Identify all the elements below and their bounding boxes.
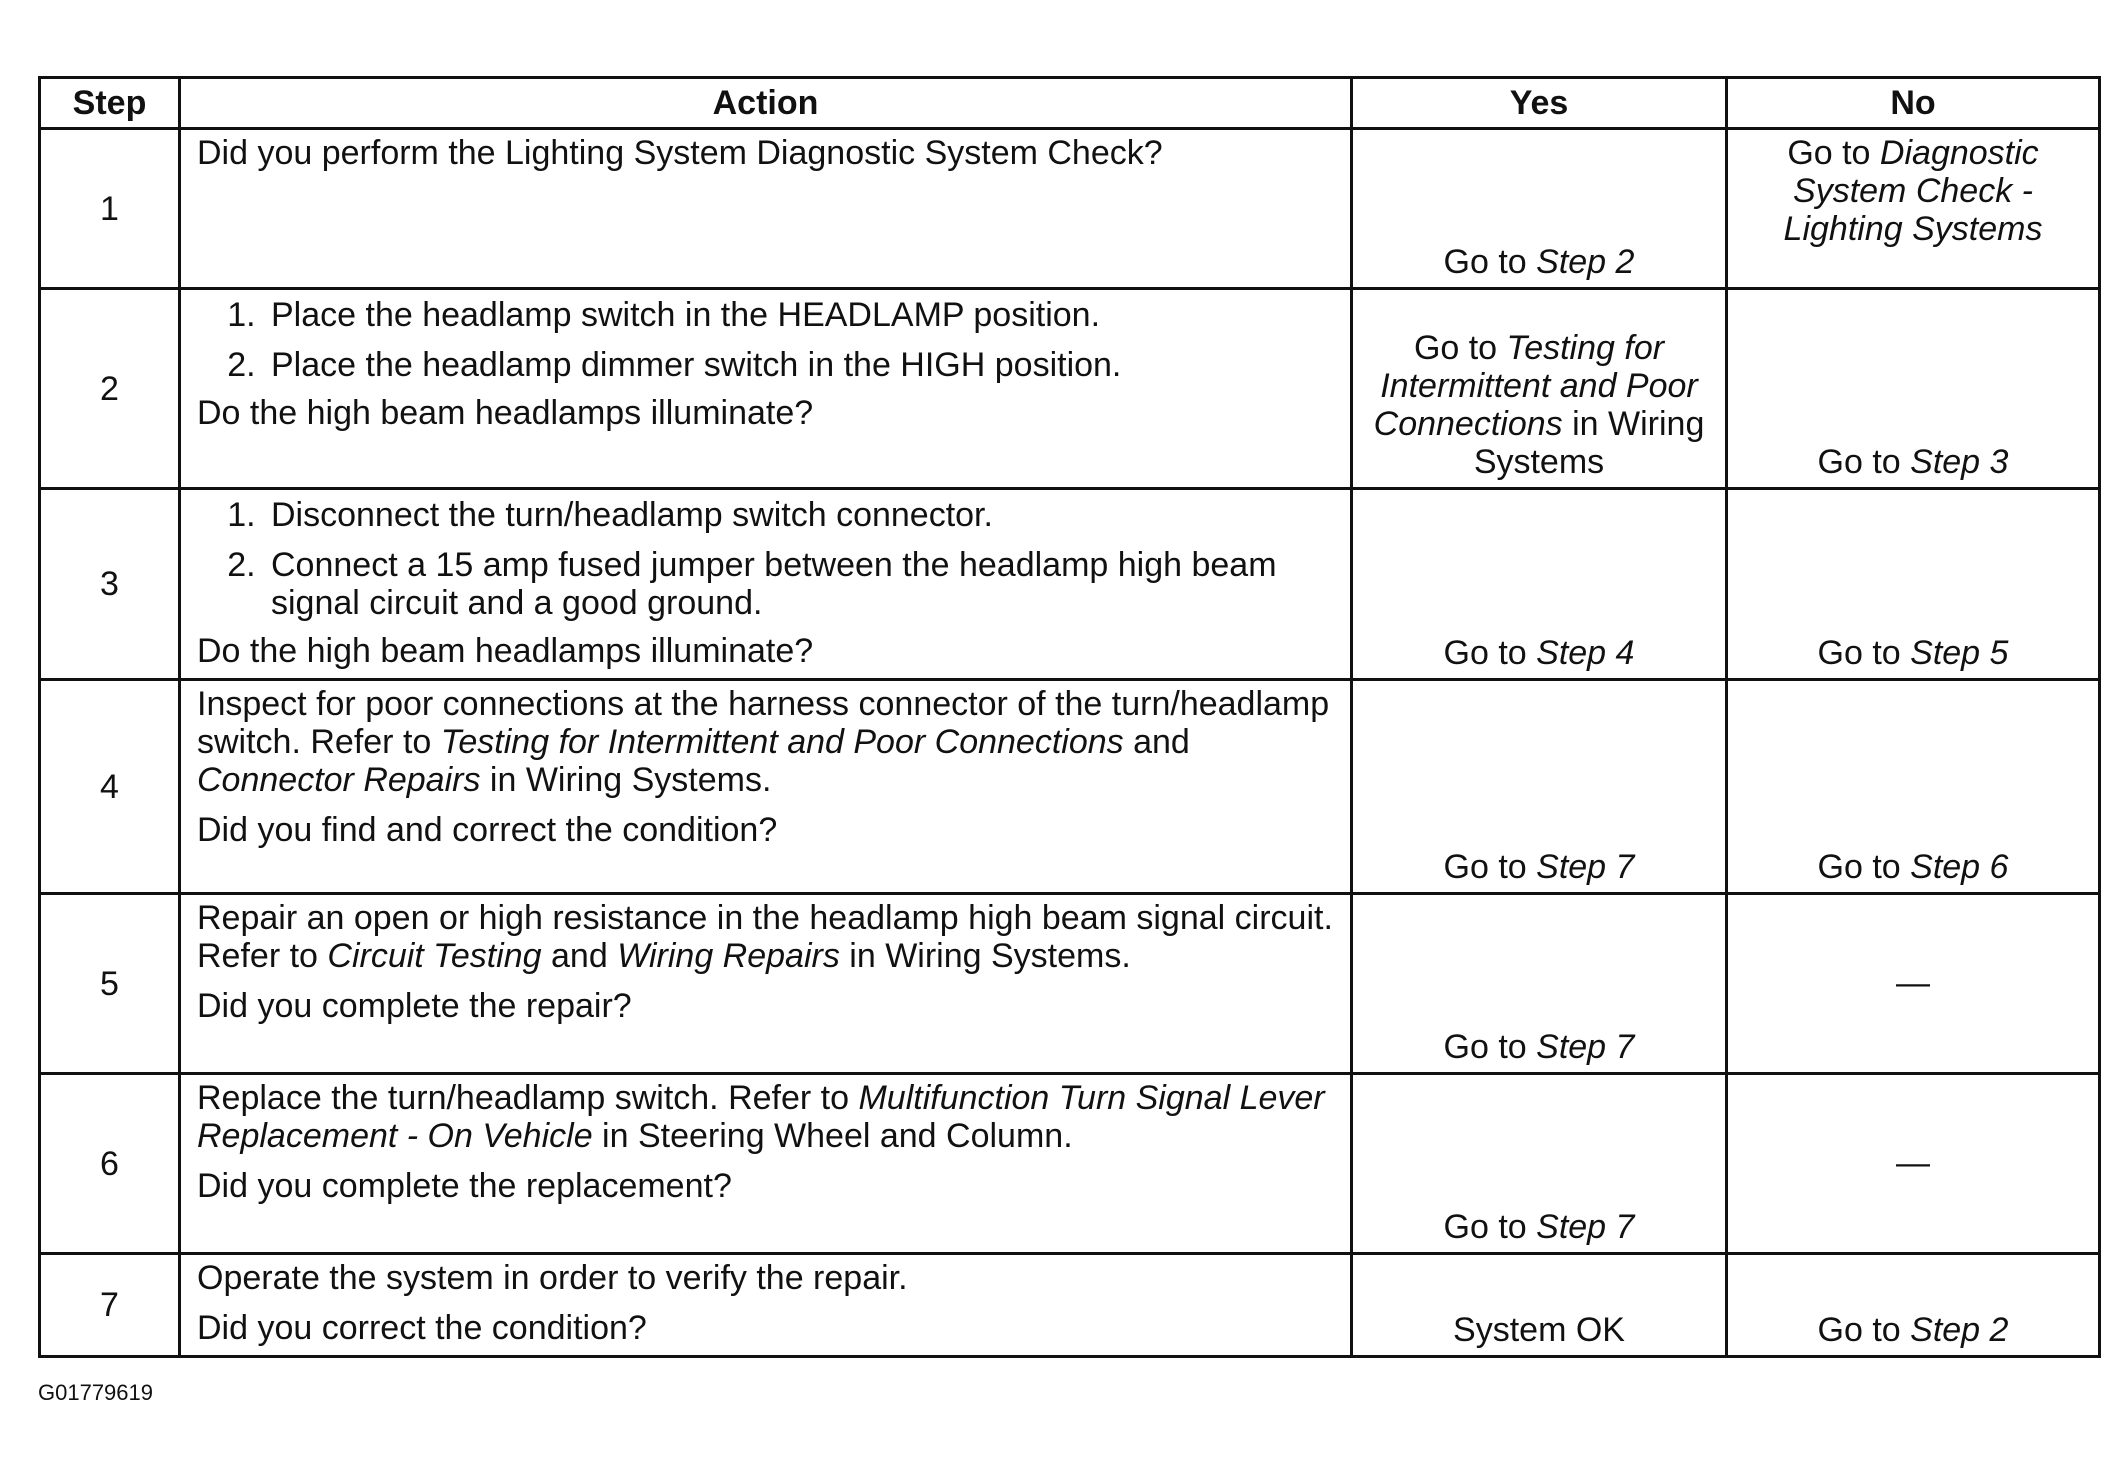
action-question: Did you find and correct the condition? <box>197 811 778 849</box>
table-row <box>40 289 2100 489</box>
header-row <box>40 78 2100 129</box>
step-number: 6 <box>40 1074 180 1254</box>
yes-cell <box>1352 489 1727 680</box>
diagnostic-table <box>38 76 2101 1358</box>
action-question: Do the high beam headlamps illuminate? <box>197 632 814 670</box>
header-yes: Yes <box>1352 78 1727 129</box>
yes-prefix: Go to <box>1443 634 1537 672</box>
step-number: 7 <box>40 1254 180 1357</box>
action-cell <box>180 894 1352 1074</box>
action-cell <box>180 289 1352 489</box>
no-cell <box>1727 489 2100 680</box>
step-number: 4 <box>40 680 180 894</box>
yes-suffix: in Wiring Systems <box>1473 405 1705 481</box>
action-text: Did you perform the Lighting System Diagnostic System Check? <box>197 134 1163 172</box>
table-row <box>40 1254 2100 1357</box>
action-text-part: Replace the turn/headlamp switch. Refer to <box>197 1079 859 1117</box>
header-no: No <box>1727 78 2100 129</box>
step-number: 1 <box>40 129 180 289</box>
no-dash: — <box>1896 1143 1930 1182</box>
yes-step-ref: Step 2 <box>1536 243 1635 281</box>
no-prefix: Go to <box>1817 848 1911 886</box>
action-text <box>197 685 1338 799</box>
table-row <box>40 129 2100 289</box>
action-text-part: in Wiring Systems. <box>839 937 1131 975</box>
action-text-part: in Wiring Systems. <box>480 761 772 799</box>
step-number: 2 <box>40 289 180 489</box>
action-reference: Testing for Intermittent and Poor Connections <box>440 723 1124 761</box>
yes-prefix: Go to <box>1443 1028 1537 1066</box>
yes-prefix: Go to <box>1443 848 1537 886</box>
figure-id: G01779619 <box>38 1380 153 1405</box>
substep-list <box>197 296 1338 384</box>
no-reference: Diagnostic System Check - Lighting Systems <box>1783 134 2043 248</box>
no-prefix: Go to <box>1787 134 1880 172</box>
yes-reference: Testing for Intermittent and Poor Connections <box>1373 329 1698 443</box>
yes-cell <box>1352 129 1727 289</box>
action-reference: Wiring Repairs <box>617 937 840 975</box>
action-text <box>197 1079 1338 1155</box>
header-action: Action <box>180 78 1352 129</box>
step-number: 3 <box>40 489 180 680</box>
yes-cell <box>1352 1074 1727 1254</box>
substep-item: 1. Disconnect the turn/headlamp switch connector. <box>265 496 1338 534</box>
yes-text: System OK <box>1453 1311 1625 1349</box>
yes-step-ref: Step 7 <box>1536 1028 1635 1066</box>
yes-prefix: Go to <box>1443 1208 1537 1246</box>
step-number: 5 <box>40 894 180 1074</box>
no-step-ref: Step 3 <box>1910 443 2009 481</box>
table-row <box>40 489 2100 680</box>
action-reference: Circuit Testing <box>327 937 542 975</box>
action-cell <box>180 1254 1352 1357</box>
action-cell <box>180 129 1352 289</box>
action-text-part: Inspect for poor connections at the harness connector of the turn/headlamp switch. Refer to <box>197 685 1330 761</box>
action-text-part: in Steering Wheel and Column. <box>592 1117 1073 1155</box>
no-prefix: Go to <box>1817 1311 1911 1349</box>
substep-item: 2. Connect a 15 amp fused jumper between the headlamp high beam signal circuit and a good ground. <box>265 546 1338 622</box>
yes-prefix: Go to <box>1443 243 1537 281</box>
no-step-ref: Step 6 <box>1910 848 2009 886</box>
substep-item: 1. Place the headlamp switch in the HEADLAMP position. <box>265 296 1338 334</box>
substep-item: 2. Place the headlamp dimmer switch in the HIGH position. <box>265 346 1338 384</box>
substep-list <box>197 496 1338 622</box>
no-step-ref: Step 2 <box>1910 1311 2009 1349</box>
action-text-part: Repair an open or high resistance in the headlamp high beam signal circuit. Refer to <box>197 899 1333 975</box>
no-step-ref: Step 5 <box>1910 634 2009 672</box>
yes-step-ref: Step 7 <box>1536 1208 1635 1246</box>
action-text <box>197 899 1338 975</box>
yes-cell <box>1352 289 1727 489</box>
yes-cell <box>1352 1254 1727 1357</box>
no-prefix: Go to <box>1817 443 1911 481</box>
action-question: Did you complete the replacement? <box>197 1167 732 1205</box>
action-text-part: and <box>541 937 618 975</box>
no-prefix: Go to <box>1817 634 1911 672</box>
yes-cell <box>1352 680 1727 894</box>
no-cell <box>1727 289 2100 489</box>
action-question: Did you correct the condition? <box>197 1309 647 1347</box>
action-reference: Multifunction Turn Signal Lever Replacement - On Vehicle <box>197 1079 1325 1155</box>
action-text: Operate the system in order to verify the repair. <box>197 1259 908 1297</box>
no-cell <box>1727 1074 2100 1254</box>
header-step: Step <box>40 78 180 129</box>
action-reference: Connector Repairs <box>197 761 481 799</box>
yes-step-ref: Step 7 <box>1536 848 1635 886</box>
yes-step-ref: Step 4 <box>1536 634 1635 672</box>
action-cell <box>180 489 1352 680</box>
no-cell <box>1727 894 2100 1074</box>
action-cell <box>180 1074 1352 1254</box>
table-row <box>40 680 2100 894</box>
action-question: Did you complete the repair? <box>197 987 632 1025</box>
no-cell <box>1727 680 2100 894</box>
action-text-part: and <box>1123 723 1190 761</box>
table-row <box>40 1074 2100 1254</box>
no-cell <box>1727 1254 2100 1357</box>
no-cell <box>1727 129 2100 289</box>
action-question: Do the high beam headlamps illuminate? <box>197 394 814 432</box>
yes-prefix: Go to <box>1413 329 1507 367</box>
no-dash: — <box>1896 963 1930 1002</box>
table-row <box>40 894 2100 1074</box>
action-cell <box>180 680 1352 894</box>
yes-cell <box>1352 894 1727 1074</box>
